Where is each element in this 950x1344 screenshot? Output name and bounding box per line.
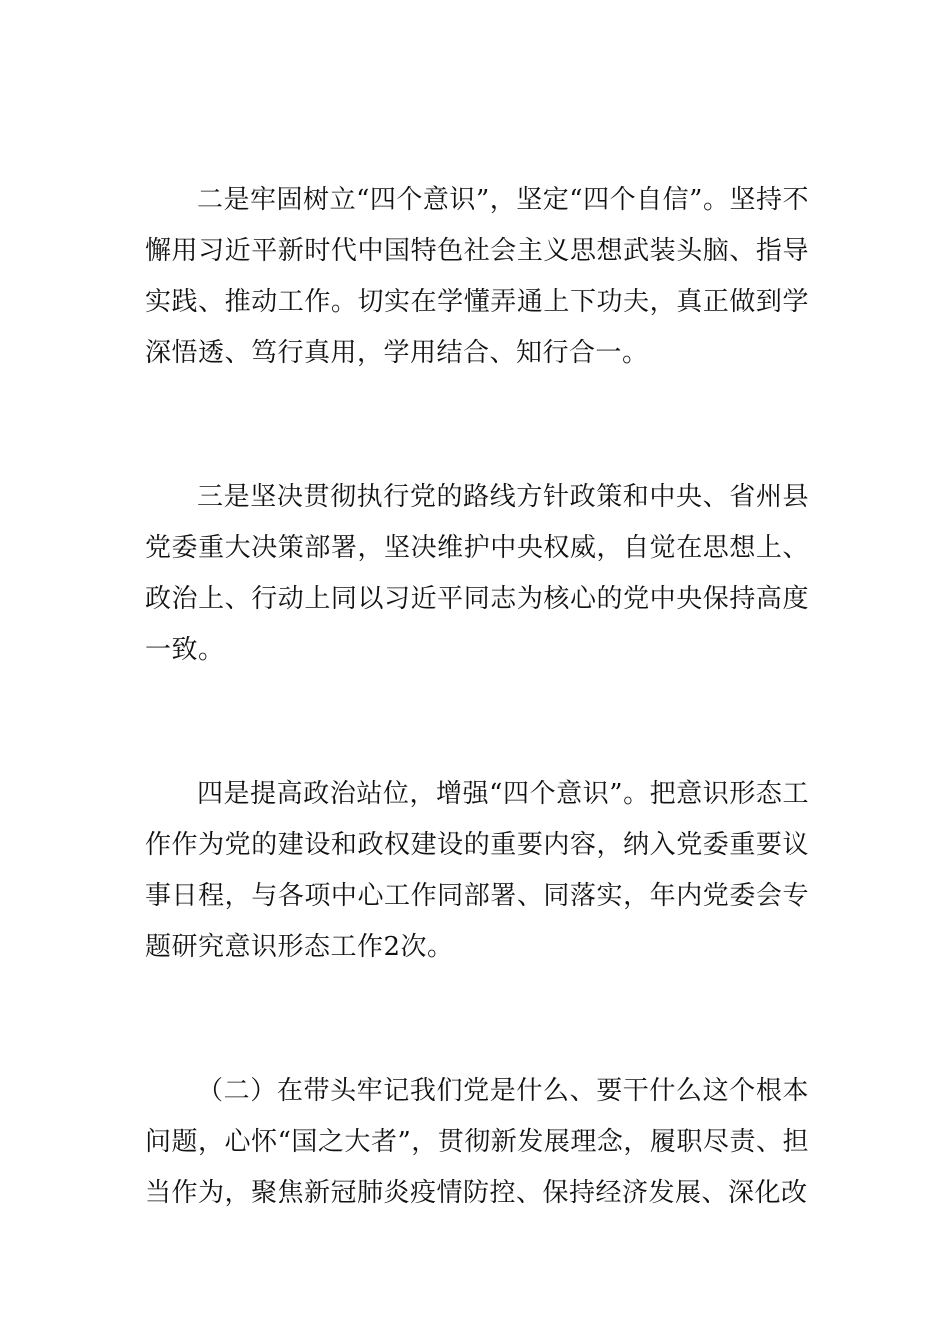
paragraph-section-two: （二）在带头牢记我们党是什么、要干什么这个根本问题，心怀“国之大者”，贯彻新发展理念，履职尽责、担当作为，聚焦新冠肺炎疫情防控、保持经济发展、深化改 [145, 1076, 809, 1208]
paragraph-ideology-work: 四是提高政治站位，增强“四个意识”。把意识形态工作作为党的建设和政权建设的重要内容，纳入党委重要议事日程，与各项中心工作同部署、同落实，年内党委会专题研究意识形态工作2次。 [145, 779, 809, 962]
paragraph-party-line: 三是坚决贯彻执行党的路线方针政策和中央、省州县党委重大决策部署，坚决维护中央权威，自觉在思想上、政治上、行动上同以习近平同志为核心的党中央保持高度一致。 [145, 482, 809, 665]
paragraph-four-consciousness: 二是牢固树立“四个意识”，坚定“四个自信”。坚持不懈用习近平新时代中国特色社会主义思想武装头脑、指导实践、推动工作。切实在学懂弄通上下功夫，真正做到学深悟透、笃行真用，学用结合、知行合一。 [145, 185, 809, 368]
